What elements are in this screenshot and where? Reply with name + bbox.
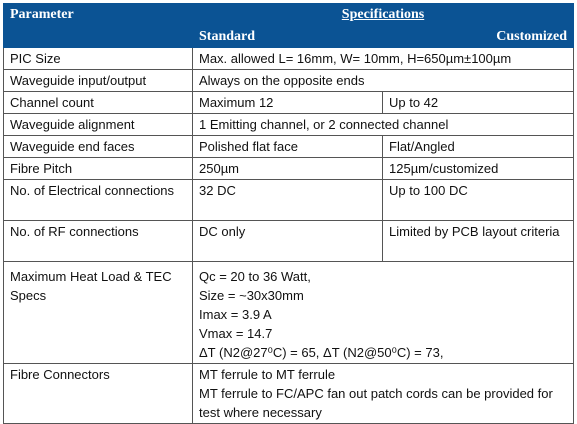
table-row bbox=[4, 221, 574, 262]
heat-load-spec-cell bbox=[193, 262, 574, 364]
header-row bbox=[4, 4, 574, 26]
standard-cell: Polished flat face bbox=[193, 136, 383, 158]
customized-cell: Flat/Angled bbox=[383, 136, 574, 158]
table-row bbox=[4, 180, 574, 221]
param-cell: Waveguide input/output bbox=[4, 70, 193, 92]
param-cell: Channel count bbox=[4, 92, 193, 114]
param-cell: Fibre Connectors bbox=[4, 364, 193, 424]
header-parameter: Parameter bbox=[4, 4, 193, 48]
spec-line: Size = ~30x30mm bbox=[199, 288, 304, 303]
table-row bbox=[4, 114, 574, 136]
param-cell: Waveguide end faces bbox=[4, 136, 193, 158]
param-cell: Maximum Heat Load & TEC Specs bbox=[4, 262, 193, 364]
spec-line: Qc = 20 to 36 Watt, bbox=[199, 269, 311, 284]
connectors-spec-cell bbox=[193, 364, 574, 424]
spec-line: Imax = 3.9 A bbox=[199, 307, 272, 322]
standard-cell: 250µm bbox=[193, 158, 383, 180]
header-specifications: Specifications bbox=[193, 4, 574, 26]
param-cell: PIC Size bbox=[4, 48, 193, 70]
header-standard: Standard bbox=[193, 26, 383, 48]
customized-cell: Up to 100 DC bbox=[383, 180, 574, 221]
spec-line: MT ferrule to FC/APC fan out patch cords can be provided for test where necessary bbox=[199, 386, 553, 420]
customized-cell: 125µm/customized bbox=[383, 158, 574, 180]
standard-cell: Maximum 12 bbox=[193, 92, 383, 114]
merged-spec-cell: Max. allowed L= 16mm, W= 10mm, H=650µm±100µm bbox=[193, 48, 574, 70]
param-cell: No. of RF connections bbox=[4, 221, 193, 262]
table-row bbox=[4, 48, 574, 70]
merged-spec-cell: Always on the opposite ends bbox=[193, 70, 574, 92]
table-row bbox=[4, 70, 574, 92]
param-cell: No. of Electrical connections bbox=[4, 180, 193, 221]
spec-line: ΔT (N2@27⁰C) = 65, ΔT (N2@50⁰C) = 73, bbox=[199, 345, 444, 360]
header-customized: Customized bbox=[383, 26, 574, 48]
customized-cell: Up to 42 bbox=[383, 92, 574, 114]
spec-line: Vmax = 14.7 bbox=[199, 326, 273, 341]
table-row bbox=[4, 262, 574, 364]
table-row bbox=[4, 364, 574, 424]
spec-table-wrapper bbox=[3, 3, 574, 424]
table-row bbox=[4, 158, 574, 180]
param-cell: Waveguide alignment bbox=[4, 114, 193, 136]
standard-cell: 32 DC bbox=[193, 180, 383, 221]
specifications-table bbox=[3, 3, 574, 424]
table-row bbox=[4, 92, 574, 114]
param-cell: Fibre Pitch bbox=[4, 158, 193, 180]
standard-cell: DC only bbox=[193, 221, 383, 262]
table-row bbox=[4, 136, 574, 158]
customized-cell: Limited by PCB layout criteria bbox=[383, 221, 574, 262]
merged-spec-cell: 1 Emitting channel, or 2 connected channel bbox=[193, 114, 574, 136]
spec-line: MT ferrule to MT ferrule bbox=[199, 367, 336, 382]
